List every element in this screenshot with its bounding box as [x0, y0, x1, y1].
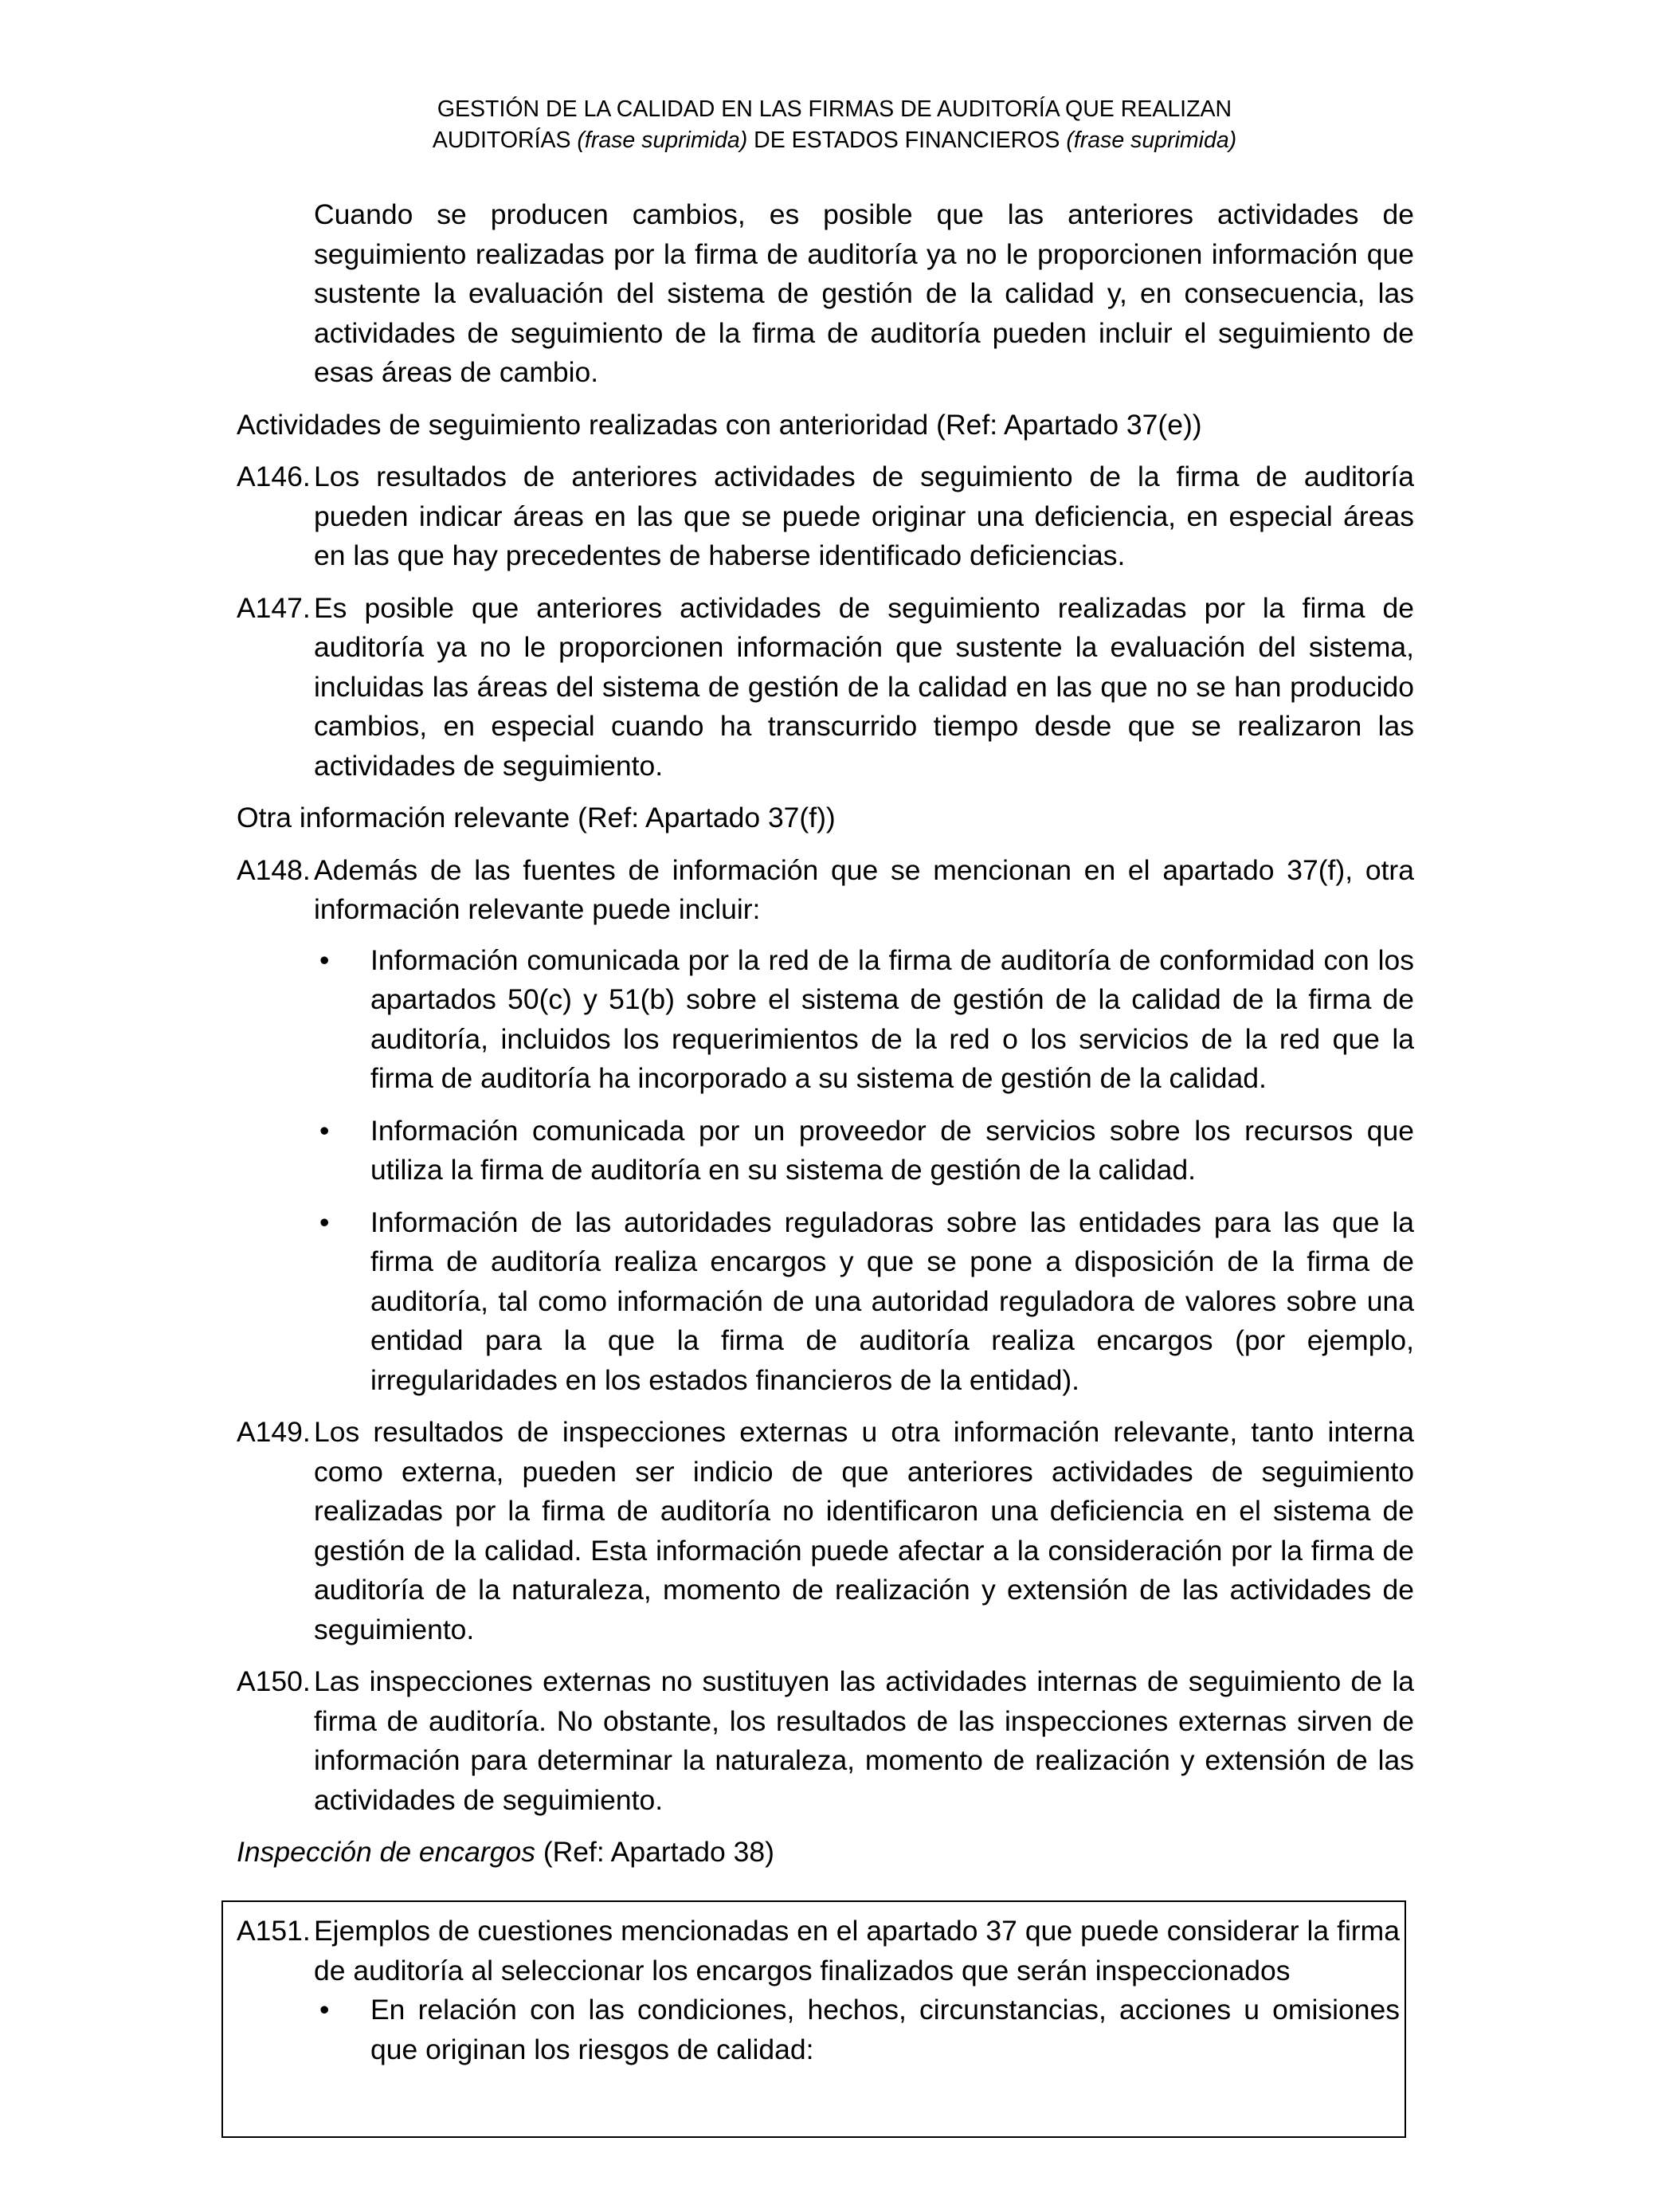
header-line-2-part-b: (frase suprimida)	[577, 127, 748, 153]
running-header	[0, 94, 1669, 156]
paragraph-a147	[237, 589, 1414, 786]
list-item-text: Información de las autoridades reguladoras sobre las entidades para las que la firma de auditoría realiza encargos y que se pone a disposición de la firma de auditoría, tal como información de una autoridad reguladora de valores sobre una entidad para la que la firma de auditoría realiza encargos (por ejemplo, irregularidades en los estados financieros de la entidad).	[370, 1206, 1414, 1396]
paragraph-text: Además de las fuentes de información que se mencionan en el apartado 37(f), otra información relevante puede incluir:	[314, 853, 1414, 925]
section-heading-engagement-inspection	[237, 1833, 1414, 1873]
bullet-marker: •	[319, 943, 330, 976]
paragraph-text: Los resultados de anteriores actividades de seguimiento de la firma de auditoría pueden indicar áreas en las que se puede originar una deficiencia, en especial áreas en las que hay precedentes de haberse identificado deficiencias.	[314, 461, 1414, 571]
paragraph-number: A150.	[237, 1665, 311, 1697]
header-line-2-part-d: (frase suprimida)	[1066, 127, 1237, 153]
page-body	[237, 195, 1414, 1885]
list-item	[314, 1112, 1414, 1190]
paragraph-a146	[237, 457, 1414, 576]
paragraph-a149	[237, 1413, 1414, 1649]
list-item-text: Información comunicada por un proveedor de servicios sobre los recursos que utiliza la firma de auditoría en su sistema de gestión de la calidad.	[370, 1114, 1414, 1186]
section-heading-reference: (Ref: Apartado 38)	[535, 1836, 774, 1868]
bullet-marker: •	[319, 1114, 330, 1147]
paragraph-number: A149.	[237, 1416, 311, 1448]
list-item-text: Información comunicada por la red de la firma de auditoría de conformidad con los apartados 50(c) y 51(b) sobre el sistema de gestión de la calidad de la firma de auditoría, incluidos los requerimientos de la red o los servicios de la red que la firma de auditoría ha incorporado a su sistema de gestión de la calidad.	[370, 943, 1414, 1094]
paragraph-text: Es posible que anteriores actividades de seguimiento realizadas por la firma de auditoría ya no le proporcionen información que sustente la evaluación del sistema, incluidas las áreas del sistema de gestión de la calidad en las que no se han producido cambios, en especial cuando ha transcurrido tiempo desde que se realizaron las actividades de seguimiento.	[314, 591, 1414, 782]
section-heading-italic: Inspección de encargos	[237, 1836, 535, 1868]
paragraph-number: A148.	[237, 853, 311, 886]
paragraph-text: Los resultados de inspecciones externas u otra información relevante, tanto interna como externa, pueden ser indicio de que anteriores actividades de seguimiento realizadas por la firma de auditoría no identificaron una deficiencia en el sistema de gestión de la calidad. Esta información puede afectar a la consideración por la firma de auditoría de la naturaleza, momento de realización y extensión de las actividades de seguimiento.	[314, 1416, 1414, 1645]
bullet-marker: •	[319, 1994, 330, 2026]
paragraph-a148	[237, 851, 1414, 1401]
paragraph-number: A151.	[237, 1915, 311, 1947]
paragraph-a151	[237, 1912, 1400, 2069]
bullet-marker: •	[319, 1206, 330, 1238]
header-line-1: GESTIÓN DE LA CALIDAD EN LAS FIRMAS DE AUDITORÍA QUE REALIZAN	[437, 96, 1232, 122]
list-item	[314, 941, 1414, 1099]
header-line-2-part-c: DE ESTADOS FINANCIEROS	[747, 127, 1067, 153]
bullet-list	[314, 1990, 1400, 2069]
section-heading-prior-monitoring: Actividades de seguimiento realizadas con anterioridad (Ref: Apartado 37(e))	[237, 408, 1202, 441]
header-line-2	[0, 125, 1669, 156]
section-heading-other-information: Otra información relevante (Ref: Apartado 37(f))	[237, 802, 836, 833]
header-line-2-part-a: AUDITORÍAS	[432, 127, 578, 153]
paragraph-number: A147.	[237, 591, 311, 624]
bullet-list	[314, 941, 1414, 1401]
boxed-paragraph-a151	[221, 1900, 1406, 2138]
intro-paragraph: Cuando se producen cambios, es posible que las anteriores actividades de seguimiento realizadas por la firma de auditoría ya no le proporcionen información que sustente la evaluación del sistema de gestión de la calidad y, en consecuencia, las actividades de seguimiento de la firma de auditoría pueden incluir el seguimiento de esas áreas de cambio.	[314, 198, 1414, 388]
list-item	[314, 1203, 1414, 1401]
paragraph-text: Ejemplos de cuestiones mencionadas en el apartado 37 que puede considerar la firma de auditoría al seleccionar los encargos finalizados que serán inspeccionados	[314, 1915, 1400, 1986]
list-item-text: En relación con las condiciones, hechos, circunstancias, acciones u omisiones que originan los riesgos de calidad:	[370, 1994, 1400, 2065]
paragraph-a150	[237, 1662, 1414, 1820]
paragraph-number: A146.	[237, 461, 311, 492]
paragraph-text: Las inspecciones externas no sustituyen las actividades internas de seguimiento de la firma de auditoría. No obstante, los resultados de las inspecciones externas sirven de información para determinar la naturaleza, momento de realización y extensión de las actividades de seguimiento.	[314, 1665, 1414, 1816]
list-item	[314, 1990, 1400, 2069]
boxed-content	[237, 1912, 1400, 2082]
